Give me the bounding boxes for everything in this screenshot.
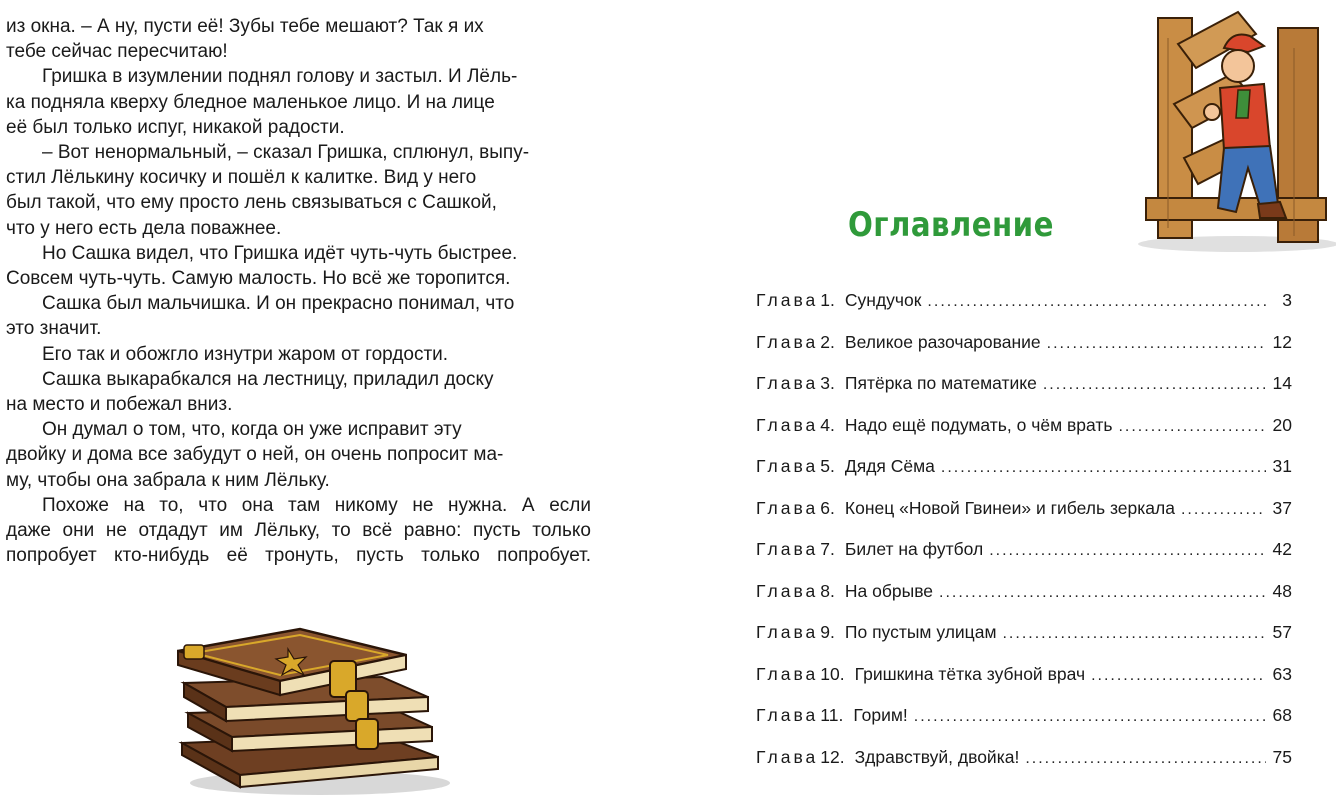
- paragraph-5: Сашка был мальчишка. И он прекрасно понимал, что это значит.: [6, 293, 515, 340]
- table-of-contents: [756, 288, 1296, 786]
- page-number: 48: [1272, 580, 1292, 601]
- page-number: 3: [1282, 290, 1292, 310]
- chapter-label: Глава: [756, 414, 819, 435]
- chapter-label: Глава: [756, 663, 819, 684]
- toc-item-5[interactable]: [756, 454, 1296, 496]
- dot-leader: [927, 290, 1266, 314]
- toc-item-3[interactable]: [756, 371, 1296, 413]
- dot-leader: [1118, 415, 1266, 439]
- toc-item-11[interactable]: [756, 703, 1296, 745]
- chapter-number: 11.: [820, 705, 844, 725]
- paragraph-8: Он думал о том, что, когда он уже исправит эту двойку и дома все забудут о ней, он очень попросит ма- му, чтобы она забрала к ним Лёльку.: [6, 419, 504, 491]
- chapter-label: Глава: [756, 456, 819, 476]
- chapter-title: Дядя Сёма: [844, 456, 935, 476]
- chapter-number: 4.: [820, 414, 835, 435]
- chapter-number: 7.: [820, 539, 835, 559]
- chapter-number: 8.: [820, 580, 835, 601]
- chapter-number: 9.: [820, 622, 835, 642]
- dot-leader: [1043, 373, 1266, 397]
- toc-item-7[interactable]: [756, 537, 1296, 579]
- toc-item-9[interactable]: [756, 620, 1296, 662]
- chapter-label: Глава: [756, 290, 819, 310]
- chapter-title: Билет на футбол: [844, 539, 984, 559]
- toc-item-4[interactable]: [756, 413, 1296, 455]
- page-number: 14: [1272, 373, 1292, 393]
- chapter-title: На обрыве: [844, 580, 934, 601]
- chapter-title: Надо ещё подумать, о чём врать: [844, 414, 1113, 435]
- paragraph-4: Но Сашка видел, что Гришка идёт чуть-чуть быстрее. Совсем чуть-чуть. Самую малость. Но всё же торопится.: [6, 242, 518, 290]
- story-text: [6, 14, 591, 568]
- chapter-label: Глава: [756, 746, 819, 767]
- page-number: 20: [1272, 414, 1292, 435]
- boy-figure: [1204, 35, 1286, 219]
- page-number: 68: [1272, 705, 1292, 725]
- chapter-label: Глава: [756, 539, 819, 559]
- page-number: 37: [1272, 497, 1292, 518]
- dot-leader: [1002, 622, 1266, 646]
- chapter-number: 2.: [820, 331, 835, 352]
- right-page: [672, 0, 1344, 802]
- page-number: 12: [1272, 331, 1292, 352]
- paragraph-3: – Вот ненормальный, – сказал Гришка, сплюнул, выпу- стил Лёлькину косичку и пошёл к калитке. Вид у него был такой, что ему просто лень связываться с Сашкой, что у него есть дела поважнее.: [6, 142, 530, 239]
- page-number: 42: [1272, 539, 1292, 559]
- dot-leader: [1025, 747, 1266, 771]
- chapter-number: 10.: [820, 663, 845, 684]
- page-number: 75: [1272, 746, 1292, 767]
- boy-behind-fence-illustration: [1128, 8, 1336, 256]
- chapter-title: Гришкина тётка зубной врач: [854, 663, 1086, 684]
- chapter-number: 12.: [820, 746, 845, 767]
- chapter-number: 1.: [820, 290, 835, 310]
- page-number: 31: [1272, 456, 1292, 476]
- dot-leader: [989, 539, 1266, 563]
- dot-leader: [939, 581, 1266, 605]
- paragraph-1: из окна. – А ну, пусти её! Зубы тебе мешают? Так я их тебе сейчас пересчитаю!: [6, 16, 484, 63]
- page-number: 63: [1272, 663, 1292, 684]
- chapter-label: Глава: [756, 373, 819, 393]
- chapter-title: Сундучок: [844, 290, 922, 310]
- dot-leader: [1181, 498, 1266, 522]
- paragraph-7: Сашка выкарабкался на лестницу, приладил доску на место и побежал вниз.: [6, 368, 494, 416]
- toc-item-12[interactable]: [756, 745, 1296, 787]
- chapter-label: Глава: [756, 497, 819, 518]
- chapter-title: Здравствуй, двойка!: [854, 746, 1020, 767]
- paragraph-2: Гришка в изумлении поднял голову и застыл. И Лёль- ка подняла кверху бледное маленькое лицо. И на лице её был только испуг, никакой радости.: [6, 66, 518, 138]
- chapter-title: Пятёрка по математике: [844, 373, 1037, 393]
- chapter-number: 3.: [820, 373, 835, 393]
- paragraph-6: Его так и обожгло изнутри жаром от гордости.: [42, 343, 449, 365]
- toc-item-2[interactable]: [756, 330, 1296, 372]
- paragraph-9: Похоже на то, что она там никому не нужна. А если даже они не отдадут им Лёльку, то всё равно: пусть только попробует кто-нибудь её тронуть, пусть только попробует.: [6, 494, 591, 567]
- dot-leader: [914, 705, 1266, 729]
- toc-title: Оглавление: [848, 205, 1054, 245]
- toc-item-8[interactable]: [756, 579, 1296, 621]
- stack-of-books-illustration: [170, 615, 460, 795]
- dot-leader: [941, 456, 1266, 480]
- toc-item-10[interactable]: [756, 662, 1296, 704]
- dot-leader: [1047, 332, 1266, 356]
- toc-item-1[interactable]: [756, 288, 1296, 330]
- chapter-title: Великое разочарование: [844, 331, 1041, 352]
- chapter-title: По пустым улицам: [844, 622, 997, 642]
- chapter-label: Глава: [756, 580, 819, 601]
- chapter-number: 6.: [820, 497, 835, 518]
- chapter-title: Конец «Новой Гвинеи» и гибель зеркала: [844, 497, 1175, 518]
- chapter-label: Глава: [756, 705, 819, 725]
- chapter-label: Глава: [756, 622, 819, 642]
- page-number: 57: [1272, 622, 1292, 642]
- dot-leader: [1091, 664, 1266, 688]
- chapter-label: Глава: [756, 331, 819, 352]
- chapter-title: Горим!: [853, 705, 908, 725]
- toc-item-6[interactable]: [756, 496, 1296, 538]
- chapter-number: 5.: [820, 456, 835, 476]
